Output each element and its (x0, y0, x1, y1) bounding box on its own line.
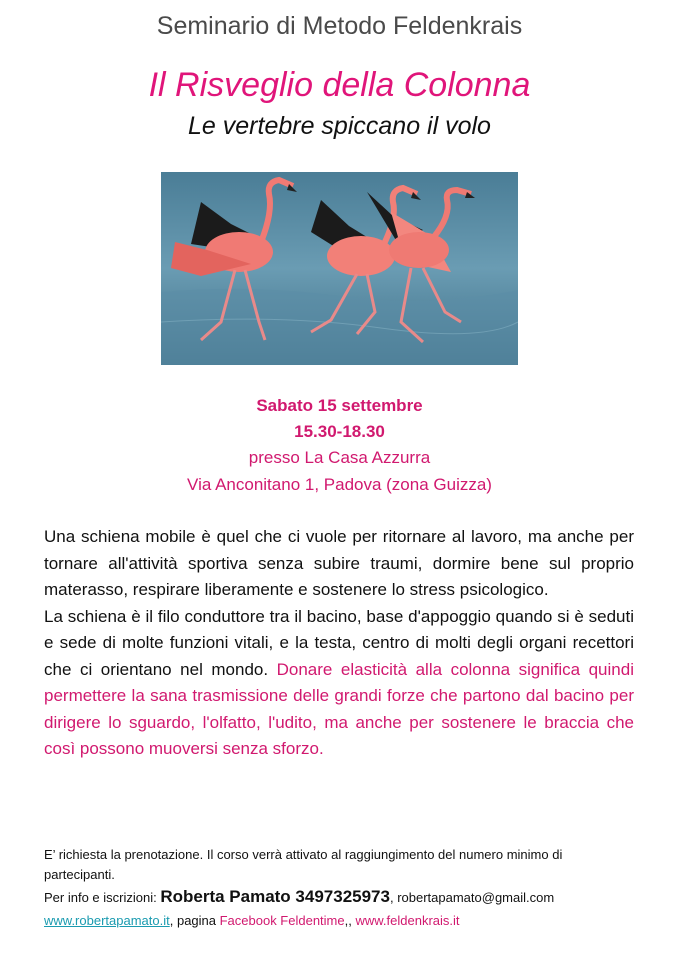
description-paragraph-2-plain: La schiena è il filo conduttore tra il bacino, base d'appoggio quando si è seduti e sede di molte funzioni vitali, e la testa, centro di molti degli organi recettori che ci orientano nel mondo. (44, 606, 634, 679)
description-paragraph-2 (44, 604, 634, 763)
contact-name: Roberta Pamato 3497325973 (160, 887, 390, 906)
booking-note: E’ richiesta la prenotazione. Il corso verrà attivato al raggiungimento del numero minimo di partecipanti. (44, 847, 563, 882)
info-label: Per info e iscrizioni: (44, 890, 161, 905)
description-paragraph-1: Una schiena mobile è quel che ci vuole per ritornare al lavoro, ma anche per tornare all'attività sportiva senza subire traumi, dormire bene sul proprio materasso, respirare liberamente e sostenere lo stress psicologico. (44, 527, 634, 599)
description (44, 524, 634, 763)
seminar-kicker: Seminario di Metodo Feldenkrais (156, 12, 523, 40)
feldenkrais-link[interactable]: www.feldenkrais.it (355, 913, 460, 928)
event-address: Via Anconitano 1, Padova (zona Guizza) (187, 475, 492, 494)
flamingo-illustration (161, 172, 518, 365)
website-link[interactable]: www.robertapamato.it (44, 913, 170, 928)
event-time: 15.30-18.30 (294, 422, 385, 441)
flamingo-photo (161, 172, 518, 365)
event-venue: presso La Casa Azzurra (248, 448, 431, 467)
facebook-link[interactable]: Facebook Feldentime (219, 913, 345, 928)
page-text: , pagina (169, 913, 220, 928)
contact-info (44, 887, 644, 907)
page-subtitle: Le vertebre spiccano il volo (188, 112, 491, 140)
links-separator: ,, (344, 913, 356, 928)
links-line (44, 913, 644, 928)
description-paragraph-2-highlight: Donare elasticità alla colonna significa quindi permettere la sana trasmissione delle grandi forze che partono dal bacino per dirigere lo sguardo, l'olfatto, l'udito, ma anche per sostenere le braccia che così possono muoversi senza sforzo. (44, 659, 634, 758)
contact-email[interactable]: , robertapamato@gmail.com (389, 890, 555, 905)
event-day: Sabato 15 settembre (256, 396, 423, 415)
page-title: Il Risveglio della Colonna (148, 66, 531, 104)
